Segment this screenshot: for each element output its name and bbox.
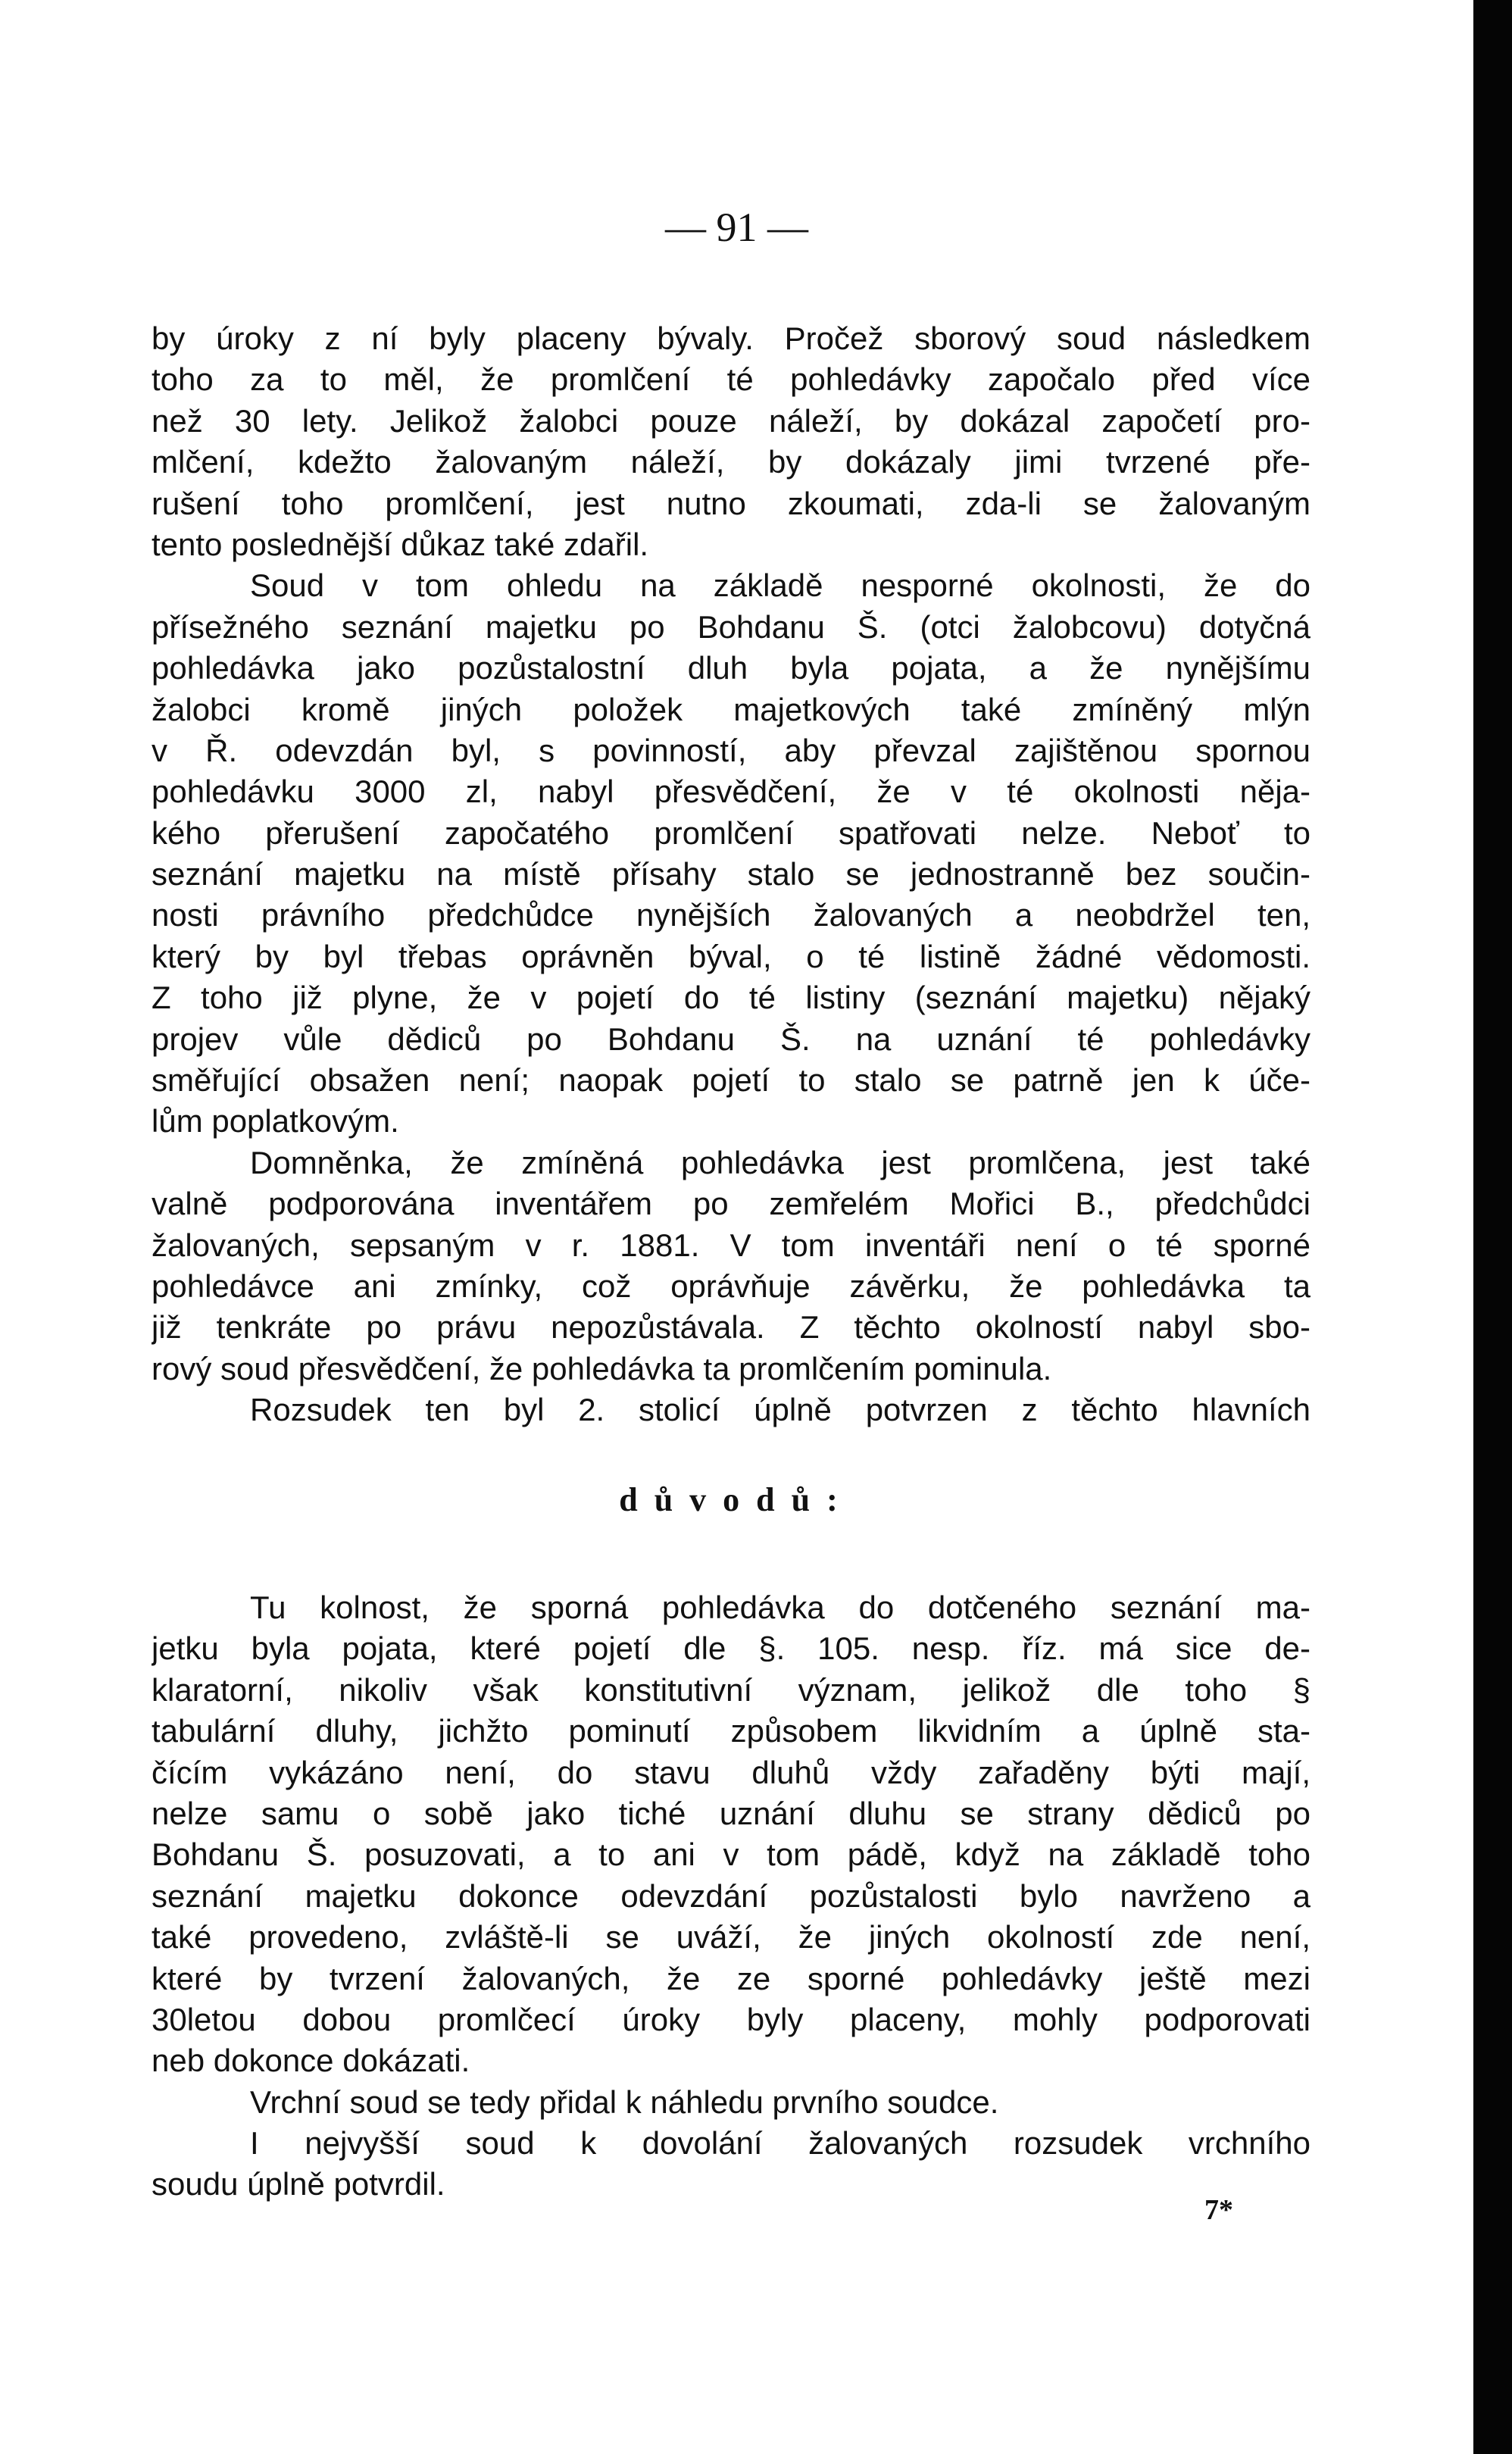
text-line: čícím vykázáno není, do stavu dluhů vždy zařaděny býti mají, <box>152 1754 1311 1790</box>
text-line: lům poplatkovým. <box>152 1103 399 1139</box>
text-line: nosti právního předchůdce nynějších žalovaných a neobdržel ten, <box>152 897 1311 933</box>
text-line: Vrchní soud se tedy přidal k náhledu prvního soudce. <box>250 2084 999 2120</box>
text-line: Domněnka, že zmíněná pohledávka jest promlčena, jest také <box>250 1144 1311 1180</box>
text-line: by úroky z ní byly placeny bývaly. Pročež sborový soud následkem <box>152 320 1311 356</box>
text-line: než 30 lety. Jelikož žalobci pouze náleží, by dokázal započetí pro- <box>152 402 1311 439</box>
text-line: který by byl třebas oprávněn býval, o té listině žádné vědomosti. <box>152 938 1311 974</box>
text-line: pohledávce ani zmínky, což oprávňuje závěrku, že pohledávka ta <box>152 1268 1311 1304</box>
text-line: Soud v tom ohledu na základě nesporné okolnosti, že do <box>250 567 1311 604</box>
text-line: valně podporována inventářem po zemřelém Mořici B., předchůdci <box>152 1186 1311 1222</box>
text-line: mlčení, kdežto žalovaným náleží, by dokázaly jimi tvrzené pře- <box>152 444 1311 480</box>
text-line: seznání majetku dokonce odevzdání pozůstalosti bylo navrženo a <box>152 1877 1311 1914</box>
text-line: tabulární dluhy, jichžto pominutí způsobem likvidním a úplně sta- <box>152 1713 1311 1749</box>
text-line: již tenkráte po právu nepozůstávala. Z těchto okolností nabyl sbo- <box>152 1309 1311 1346</box>
text-line: také provedeno, zvláště-li se uváží, že jiných okolností zde není, <box>152 1919 1311 1955</box>
text-line: toho za to měl, že promlčení té pohledávky započalo před více <box>152 361 1311 398</box>
text-line: rušení toho promlčení, jest nutno zkoumati, zda-li se žalovaným <box>152 485 1311 521</box>
text-line: I nejvyšší soud k dovolání žalovaných rozsudek vrchního <box>250 2125 1311 2162</box>
text-line: Z toho již plyne, že v pojetí do té listiny (seznání majetku) nějaký <box>152 980 1311 1016</box>
text-line: 30letou dobou promlčecí úroky byly placeny, mohly podporovati <box>152 2001 1311 2037</box>
text-line: žalobci kromě jiných položek majetkových také zmíněný mlýn <box>152 691 1311 727</box>
text-line: neb dokonce dokázati. <box>152 2043 470 2079</box>
text-line: Tu kolnost, že sporná pohledávka do dotčeného seznání ma- <box>250 1590 1311 1625</box>
page-number: — 91 — <box>665 205 808 250</box>
text-line: Rozsudek ten byl 2. stolicí úplně potvrzen z těchto hlavních <box>250 1392 1311 1428</box>
text-line: klaratorní, nikoliv však konstitutivní význam, jelikož dle toho § <box>152 1671 1311 1708</box>
text-line: soudu úplně potvrdil. <box>152 2166 445 2202</box>
text-block-reasons <box>152 1587 1311 2205</box>
section-heading: důvodů: <box>619 1481 854 1518</box>
text-line: Bohdanu Š. posuzovati, a to ani v tom pádě, když na základě toho <box>152 1837 1311 1873</box>
text-line: tento poslednější důkaz také zdařil. <box>152 526 649 562</box>
text-line: projev vůle dědiců po Bohdanu Š. na uznání té pohledávky <box>152 1021 1311 1057</box>
text-line: seznání majetku na místě přísahy stalo se jednostranně bez součin- <box>152 856 1311 893</box>
text-line: v Ř. odevzdán byl, s povinností, aby převzal zajištěnou spornou <box>152 732 1311 768</box>
text-line: pohledávku 3000 zl, nabyl přesvědčení, že v té okolnosti něja- <box>152 774 1311 810</box>
text-line: pohledávka jako pozůstalostní dluh byla pojata, a že nynějšímu <box>152 650 1311 686</box>
text-line: žalovaných, sepsaným v r. 1881. V tom inventáři není o té sporné <box>152 1227 1311 1263</box>
text-line: přísežného seznání majetku po Bohdanu Š. (otci žalobcovu) dotyčná <box>152 608 1311 645</box>
page-edge-shadow <box>1473 0 1512 2454</box>
text-line: rový soud přesvědčení, že pohledávka ta promlčením pominula. <box>152 1350 1052 1386</box>
text-block-main <box>152 318 1311 1431</box>
text-line: jetku byla pojata, které pojetí dle §. 105. nesp. říz. má sice de- <box>152 1630 1311 1667</box>
text-line: směřující obsažen není; naopak pojetí to stalo se patrně jen k úče- <box>152 1062 1311 1099</box>
signature-mark: 7* <box>1204 2194 1233 2226</box>
text-line: nelze samu o sobě jako tiché uznání dluhu se strany dědiců po <box>152 1795 1311 1831</box>
text-line: kého přerušení započatého promlčení spatřovati nelze. Neboť to <box>152 814 1311 851</box>
text-line: které by tvrzení žalovaných, že ze sporné pohledávky ještě mezi <box>152 1960 1311 1996</box>
